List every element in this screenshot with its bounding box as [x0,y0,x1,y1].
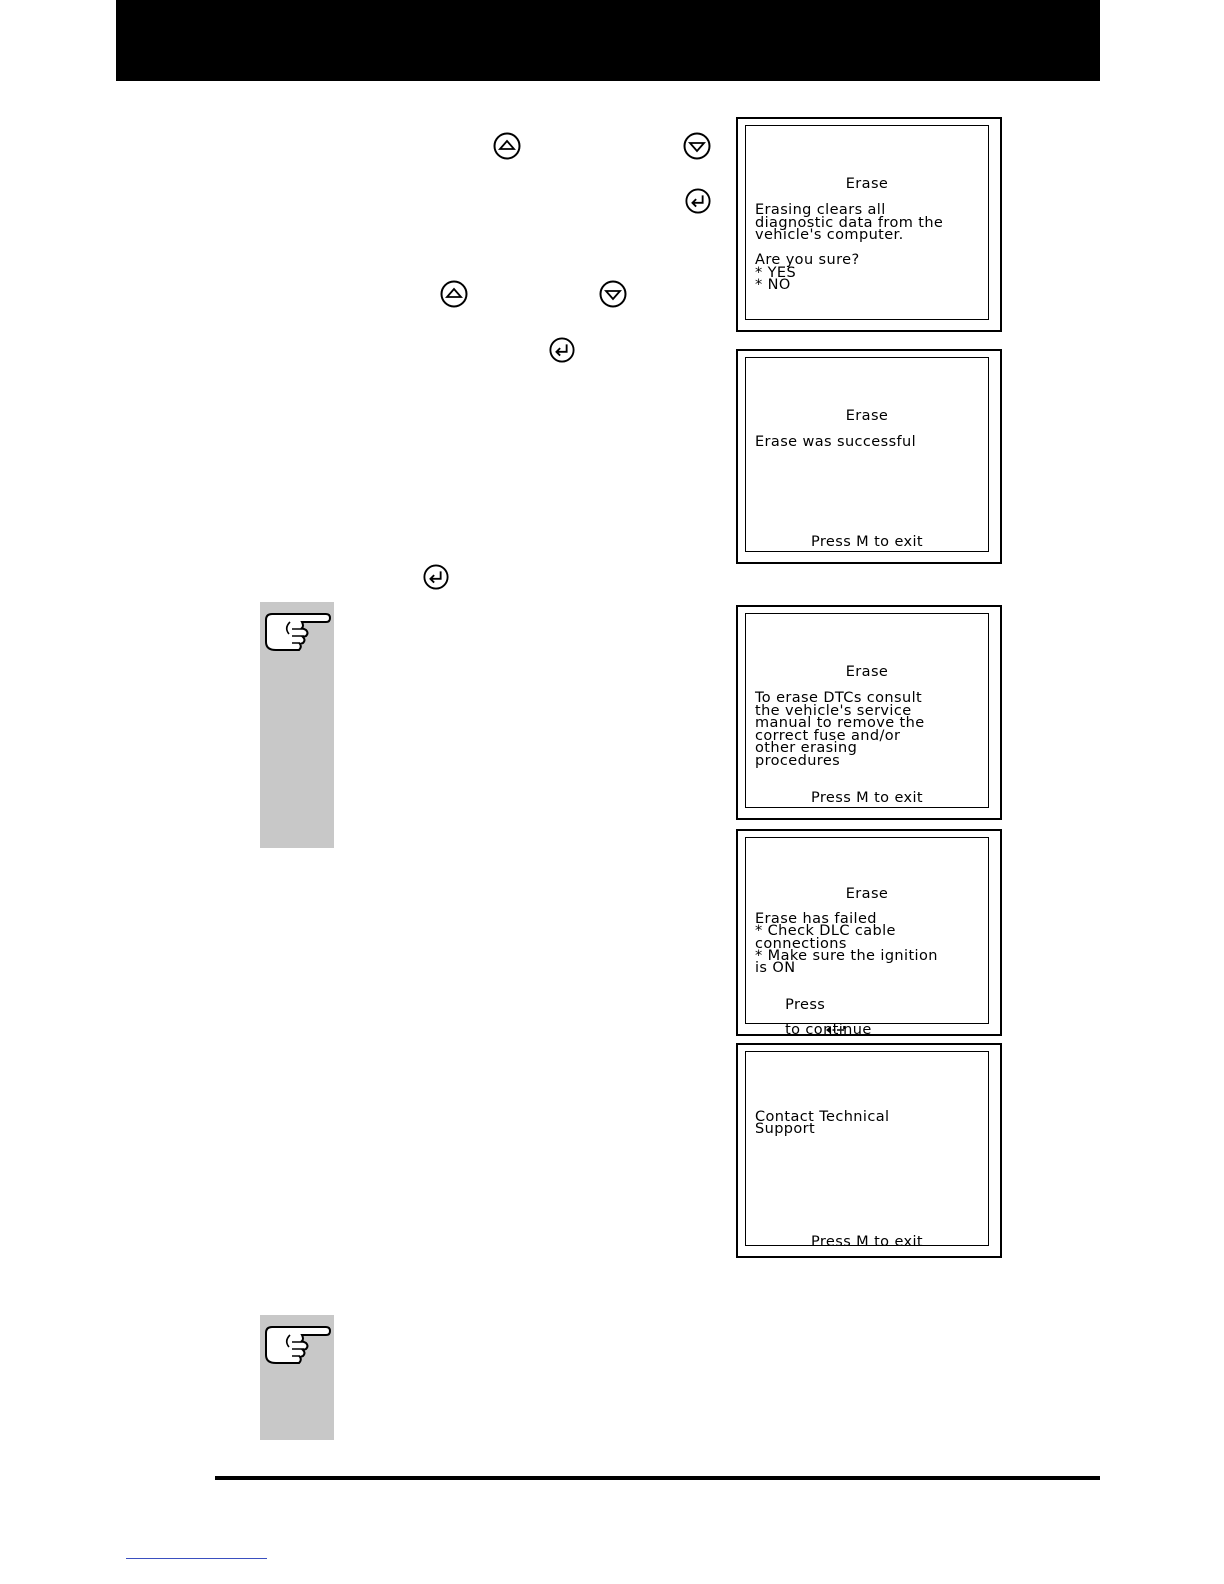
lcd-screen-erase-success [736,349,1002,564]
screen-line: To erase DTCs consult [755,690,923,706]
screen-line: Erasing clears all [755,202,886,218]
footer-link-underline [126,1558,267,1559]
screen-line: connections [755,936,847,952]
screen-line: vehicle's computer. [755,227,904,243]
screen-title: Erase [845,176,889,192]
down-arrow-button-icon [683,132,711,160]
screen-option-yes: * YES [755,265,797,281]
screen-line: Erase has failed [755,911,877,927]
screen-line: manual to remove the [755,715,925,731]
screen-footer: Press M to exit [810,534,924,550]
screen-title: Erase [845,886,889,902]
pointing-hand-note-icon [262,606,332,652]
note-sidebar [260,602,334,848]
lcd-screen-erase-failed [736,829,1002,1036]
page-header-bar [116,0,1100,81]
screen-line: procedures [755,753,841,769]
lcd-screen-contact-support [736,1043,1002,1258]
screen-line: other erasing [755,740,858,756]
screen-line: Are you sure? [755,252,860,268]
screen-line: the vehicle's service [755,703,912,719]
down-arrow-button-icon [599,280,627,308]
screen-title: Erase [845,664,889,680]
screen-title: Erase [845,408,889,424]
lcd-screen-erase-consult-manual [736,605,1002,820]
screen-footer: Press M to exit [810,1234,924,1250]
lcd-screen-erase-confirm [736,117,1002,332]
screen-line: Contact Technical [755,1109,890,1125]
screen-line: * Make sure the ignition [755,948,938,964]
screen-line: is ON [755,960,796,976]
screen-line: Erase was successful [755,434,917,450]
screen-line: * Check DLC cable [755,923,896,939]
screen-line: diagnostic data from the [755,215,944,231]
screen-continue-line [755,986,984,1049]
screen-line: correct fuse and/or [755,728,901,744]
enter-button-icon [685,188,711,214]
continue-prefix: Press [785,996,826,1013]
screen-footer: Press M to exit [810,790,924,806]
note-sidebar [260,1315,334,1440]
up-arrow-button-icon [493,132,521,160]
footer-rule [215,1476,1100,1480]
enter-button-icon [423,564,449,590]
continue-suffix: to continue [785,1021,872,1038]
screen-line: Support [755,1121,816,1137]
enter-button-icon [549,337,575,363]
screen-option-no: * NO [755,277,791,293]
pointing-hand-note-icon [262,1319,332,1365]
up-arrow-button-icon [440,280,468,308]
